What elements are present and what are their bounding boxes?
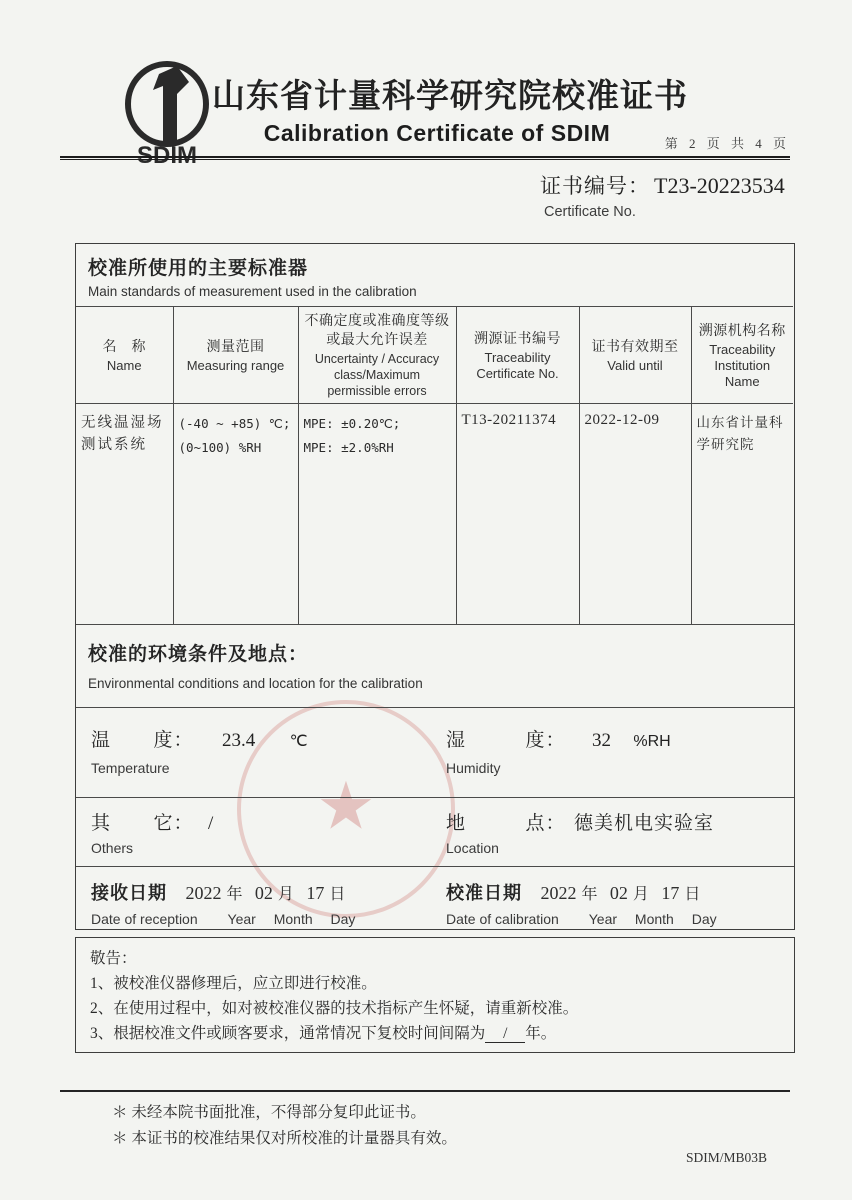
location-label-cn: 地: [446, 812, 467, 834]
others-label-cn: 其: [91, 812, 112, 834]
location-label-en: Location: [446, 839, 499, 856]
certificate-number-label: 证书编号：: [540, 175, 650, 198]
col-uncertainty-en: Uncertainty / Accuracy class/Maximum permissible errors: [314, 352, 440, 398]
others-location-row: [76, 797, 794, 866]
calibration-date-field: 校准日期 2022 年 02 月 17 日 Date of calibration Year Month Day: [446, 867, 786, 927]
certificate-number: [540, 170, 785, 200]
col-range: [173, 307, 298, 404]
calibration-date-label-cn: 校准日期: [446, 882, 522, 903]
col-institution-cn: 溯源机构名称: [698, 321, 786, 338]
cell-name: 无线温湿场测试系统: [76, 404, 173, 624]
humidity-label-en: Humidity: [446, 759, 501, 776]
notice-item-3: 3、根据校准文件或顾客要求，通常情况下复校时间间隔为 / 年。: [90, 1025, 557, 1042]
certificate-title-en: Calibration Certificate of SDIM: [263, 120, 611, 146]
reception-year: 2022: [185, 882, 222, 903]
col-institution: [691, 307, 793, 404]
temp-humidity-row: [76, 707, 794, 797]
col-traceability-no-cn: 溯源证书编号: [474, 329, 561, 346]
others-label-en: Others: [91, 839, 134, 856]
col-range-cn: 测量范围: [206, 337, 265, 354]
temperature-label-cn: 温: [91, 729, 112, 751]
col-traceability-no-en: Traceability Certificate No.: [476, 349, 559, 381]
cell-mpe: MPE: ±0.20℃; MPE: ±2.0%RH: [298, 404, 456, 624]
standards-section-header: [76, 244, 794, 306]
cell-institution: 山东省计量科学研究院: [691, 404, 793, 624]
col-valid-until-en: Valid until: [607, 357, 663, 373]
cell-traceability-no: T13-20211374: [456, 404, 579, 624]
temperature-unit: ℃: [289, 732, 308, 750]
location-field: 地 点： 德美机电实验室 Location: [446, 798, 786, 856]
location-value: 德美机电实验室: [573, 812, 714, 834]
dates-row: [76, 866, 794, 934]
calibration-year: 2022: [540, 882, 577, 903]
cell-valid-until: 2022-12-09: [579, 404, 691, 624]
certificate-title-cn: 山东省计量科学研究院校准证书: [212, 79, 688, 115]
col-name: [76, 307, 173, 404]
seal-star-icon: ★: [316, 768, 376, 843]
reception-date-field: 接收日期 2022 年 02 月 17 日 Date of reception Year Month Day: [91, 867, 441, 927]
temperature-value: 23.4: [221, 729, 256, 751]
others-field: 其 它： / Others: [91, 798, 441, 856]
document-code: SDIM/MB03B: [685, 1150, 767, 1165]
humidity-field: 湿 度： 32 %RH Humidity: [446, 708, 786, 776]
footer-note-1: ＊ 未经本院书面批准，不得部分复印此证书。: [112, 1104, 426, 1121]
certificate-number-label-en: Certificate No.: [544, 204, 636, 220]
header-divider: [60, 156, 790, 160]
calibration-day: 17: [661, 882, 680, 903]
main-content-box: [75, 243, 795, 930]
calibration-date-label-en: Date of calibration Year Month Day: [446, 910, 717, 927]
page-number: 第 2 页 共 4 页: [664, 136, 790, 151]
environment-title-en: Environmental conditions and location for the calibration: [88, 675, 423, 691]
reception-date-label-en: Date of reception Year Month Day: [91, 910, 356, 927]
col-uncertainty: [298, 307, 456, 404]
calibration-month: 02: [609, 882, 628, 903]
col-range-en: Measuring range: [186, 357, 285, 373]
col-institution-en: Traceability Institution Name: [709, 341, 776, 389]
environment-title-cn: 校准的环境条件及地点：: [88, 643, 309, 665]
notice-item-2: 2、在使用过程中，如对被校准仪器的技术指标产生怀疑，请重新校准。: [90, 1000, 579, 1017]
col-traceability-no: [456, 307, 579, 404]
footer-note-2: ＊ 本证书的校准结果仅对所校准的计量器具有效。: [112, 1130, 457, 1147]
standards-data-row: [76, 404, 793, 624]
col-name-en: Name: [106, 357, 142, 373]
humidity-value: 32: [591, 729, 611, 751]
col-valid-until-cn: 证书有效期至: [591, 337, 679, 354]
col-name-cn: 名 称: [102, 337, 146, 354]
notice-title: 敬告：: [90, 950, 137, 967]
certificate-number-value: T23-20223534: [654, 173, 785, 198]
footer-divider: [60, 1090, 790, 1092]
reception-date-label-cn: 接收日期: [91, 882, 167, 903]
standards-title-en: Main standards of measurement used in the calibration: [88, 284, 417, 299]
recalibration-interval-blank: /: [485, 1025, 525, 1043]
temperature-field: 温 度： 23.4 ℃ Temperature: [91, 708, 441, 776]
notice-box: [75, 937, 795, 1053]
col-valid-until: [579, 307, 691, 404]
environment-section-header: [76, 624, 794, 707]
reception-month: 02: [254, 882, 273, 903]
cell-range: (-40 ~ +85) ℃; (0~100) %RH: [173, 404, 298, 624]
standards-title-cn: 校准所使用的主要标准器: [88, 258, 309, 279]
others-value: /: [207, 812, 214, 834]
standards-header-row: [76, 307, 793, 404]
humidity-unit: %RH: [633, 732, 671, 750]
sdim-logo-icon: [115, 60, 219, 168]
temperature-label-en: Temperature: [91, 759, 170, 776]
reception-day: 17: [306, 882, 325, 903]
standards-table: [76, 306, 793, 624]
col-uncertainty-cn: 不确定度或准确度等级或最大允许误差: [304, 312, 450, 347]
notice-item-1: 1、被校准仪器修理后，应立即进行校准。: [90, 975, 377, 992]
logo-sdim-text: SDIM: [137, 142, 197, 168]
humidity-label-cn: 湿: [446, 729, 467, 751]
